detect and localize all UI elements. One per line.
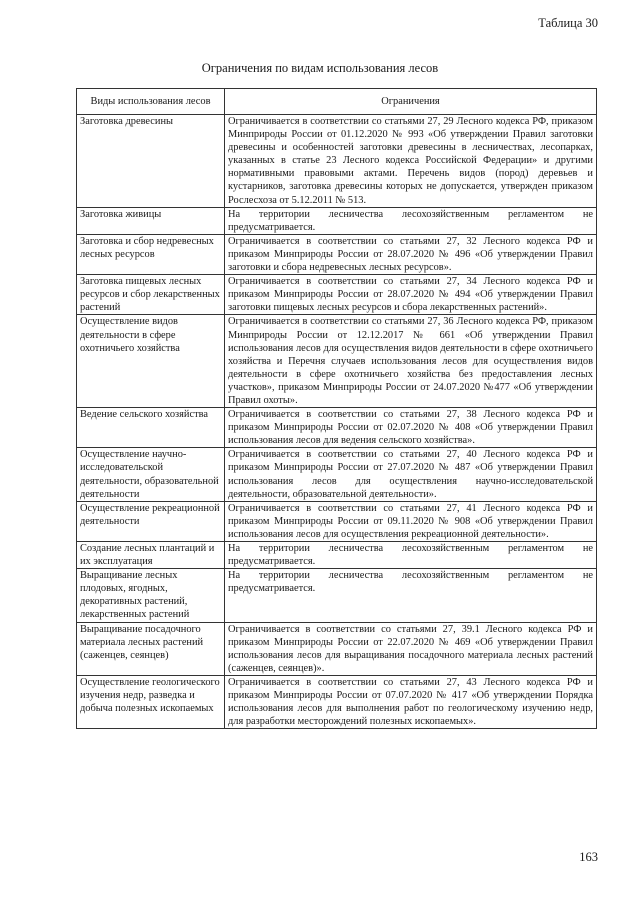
- row-use: Заготовка древесины: [77, 115, 225, 208]
- row-limit: На территории лесничества лесохозяйственным регламентом не предусматривается.: [225, 542, 597, 569]
- table-caption: Ограничения по видам использования лесов: [201, 61, 439, 75]
- row-use: Заготовка живицы: [77, 207, 225, 234]
- row-limit: Ограничивается в соответствии со статьями 27, 29 Лесного кодекса РФ, приказом Минприроды России от 01.12.2020 № 993 «Об утверждении Правил заготовки древесины и особенностей заготовки древесины в лесничествах, лесопарках, указанных в статье 23 Лесного кодекса Российской Федерации» и другими нормативными правовыми актами. Перечень видов (пород) деревьев и кустарников, заготовка древесины которых не допускается, утвержден приказом Рослесхоза от 5.12.2011 № 513.: [225, 115, 597, 208]
- row-use: Создание лесных плантаций и их эксплуатация: [77, 542, 225, 569]
- header-use: Виды использования лесов: [77, 89, 225, 115]
- row-limit: Ограничивается в соответствии со статьями 27, 41 Лесного кодекса РФ и приказом Минприроды России от 09.11.2020 № 908 «Об утверждении Правил использования лесов для осуществления рекреационной деятельности».: [225, 501, 597, 541]
- row-use: Осуществление научно-исследовательской деятельности, образовательной деятельности: [77, 448, 225, 501]
- table-row: [77, 675, 597, 728]
- row-use: Осуществление рекреационной деятельности: [77, 501, 225, 541]
- row-limit: Ограничивается в соответствии со статьями 27, 43 Лесного кодекса РФ и приказом Минприроды России от 07.07.2020 № 417 «Об утверждении Порядка использования лесов для выполнения работ по геологическому изучению недр, для разработки месторождений полезных ископаемых».: [225, 675, 597, 728]
- row-use: Выращивание посадочного материала лесных растений (саженцев, сеянцев): [77, 622, 225, 675]
- row-limit: На территории лесничества лесохозяйственным регламентом не предусматривается.: [225, 569, 597, 622]
- table-row: [77, 315, 597, 408]
- row-limit: Ограничивается в соответствии со статьями 27, 38 Лесного кодекса РФ и приказом Минприроды России от 02.07.2020 № 408 «Об утверждении Правил использования лесов для ведения сельского хозяйства».: [225, 408, 597, 448]
- table-row: [77, 234, 597, 274]
- row-limit: Ограничивается в соответствии со статьями 27, 32 Лесного кодекса РФ и приказом Минприроды России от 28.07.2020 № 496 «Об утверждении Правил заготовки и сбора недревесных лесных ресурсов».: [225, 234, 597, 274]
- row-limit: Ограничивается в соответствии со статьями 27, 36 Лесного кодекса РФ, приказом Минприроды России от 12.12.2017 № 661 «Об утверждении Правил использования лесов для осуществления видов деятельности в сфере охотничьего хозяйства и Перечня случаев использования лесов для осуществления видов деятельности в сфере охотничьего хозяйства без предоставления лесных участков», приказом Минприроды России от 24.07.2020 №477 «Об утверждении Правил охоты».: [225, 315, 597, 408]
- table-row: [77, 448, 597, 501]
- table-row: [77, 207, 597, 234]
- table-row: [77, 408, 597, 448]
- table-row: [77, 115, 597, 208]
- row-use: Ведение сельского хозяйства: [77, 408, 225, 448]
- table-number: Таблица 30: [538, 16, 598, 30]
- table-row: [77, 569, 597, 622]
- table-row: [77, 501, 597, 541]
- row-limit: Ограничивается в соответствии со статьями 27, 39.1 Лесного кодекса РФ и приказом Минприроды России от 22.07.2020 № 469 «Об утверждении Правил использования лесов для выращивания посадочного материала лесных растений (саженцев, сеянцев)».: [225, 622, 597, 675]
- page-number: 163: [579, 850, 598, 864]
- row-limit: На территории лесничества лесохозяйственным регламентом не предусматривается.: [225, 207, 597, 234]
- row-limit: Ограничивается в соответствии со статьями 27, 40 Лесного кодекса РФ и приказом Минприроды России от 27.07.2020 № 487 «Об утверждении Правил использования лесов для осуществления научно-исследовательской деятельности, образовательной деятельности».: [225, 448, 597, 501]
- header-limit: Ограничения: [225, 89, 597, 115]
- row-use: Выращивание лесных плодовых, ягодных, декоративных растений, лекарственных растений: [77, 569, 225, 622]
- table-row: [77, 542, 597, 569]
- table-row: [77, 622, 597, 675]
- row-use: Заготовка пищевых лесных ресурсов и сбор лекарственных растений: [77, 275, 225, 315]
- row-use: Осуществление видов деятельности в сфере охотничьего хозяйства: [77, 315, 225, 408]
- row-use: Осуществление геологического изучения недр, разведка и добыча полезных ископаемых: [77, 675, 225, 728]
- row-limit: Ограничивается в соответствии со статьями 27, 34 Лесного кодекса РФ и приказом Минприроды России от 28.07.2020 № 494 «Об утверждении Правил заготовки пищевых лесных ресурсов и сбора лекарственных растений».: [225, 275, 597, 315]
- restrictions-table: [76, 88, 597, 729]
- row-use: Заготовка и сбор недревесных лесных ресурсов: [77, 234, 225, 274]
- table-row: [77, 275, 597, 315]
- table-header-row: [77, 89, 597, 115]
